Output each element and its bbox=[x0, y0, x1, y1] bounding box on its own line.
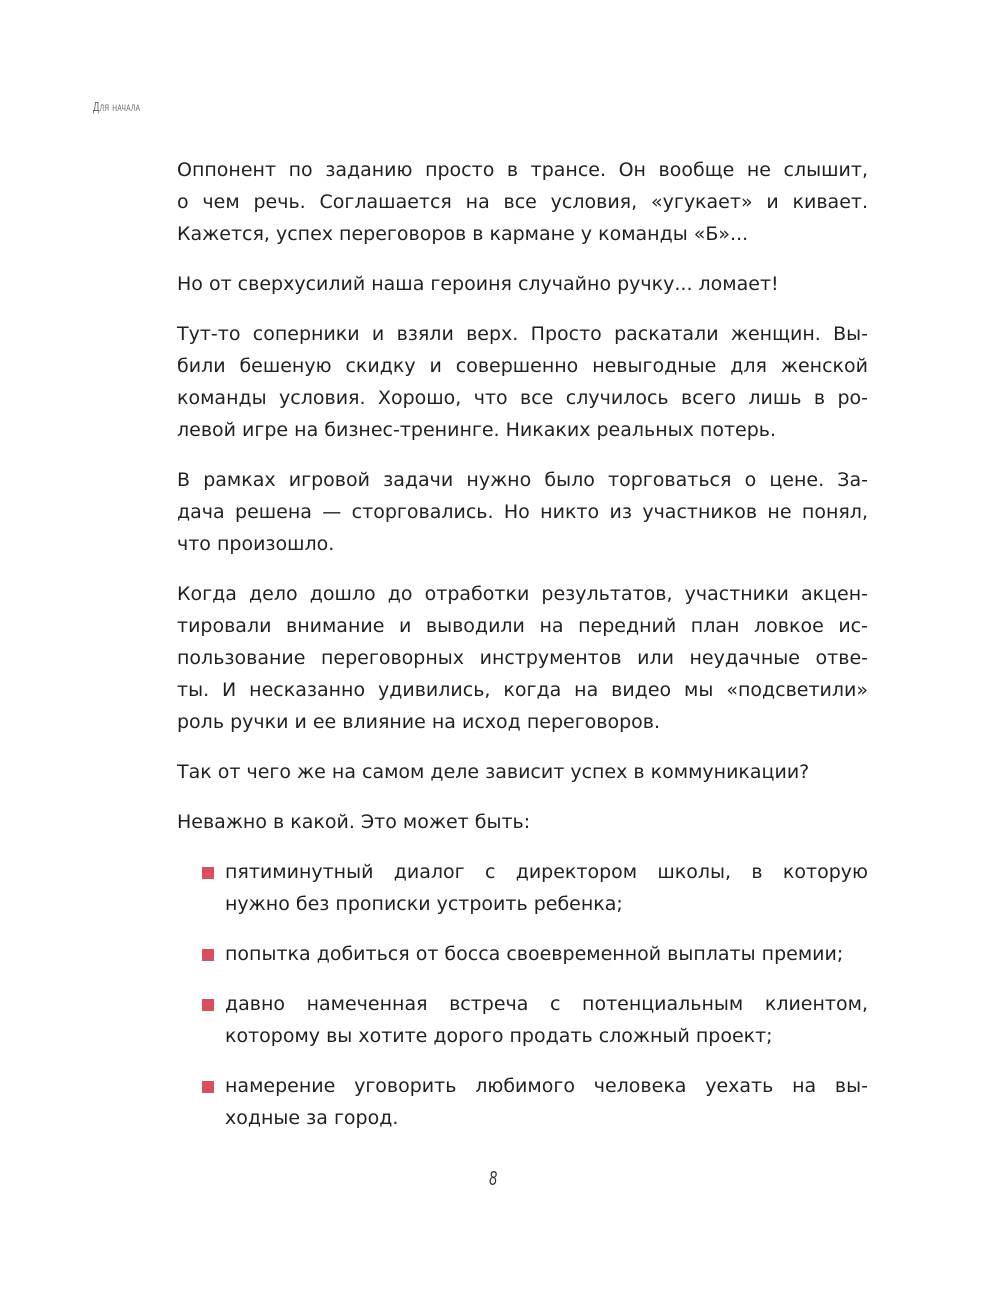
text-line: о чем речь. Соглашается на все условия, «угукает» и кивает. bbox=[177, 191, 868, 213]
paragraph bbox=[177, 318, 868, 446]
paragraph bbox=[177, 756, 868, 788]
paragraph bbox=[177, 806, 868, 838]
text-line: роль ручки и ее влияние на исход переговоров. bbox=[177, 711, 661, 733]
text-line: команды условия. Хорошо, что все случилось всего лишь в ро- bbox=[177, 387, 868, 409]
page-body bbox=[177, 154, 868, 1152]
text-line: давно намеченная встреча с потенциальным клиентом, bbox=[225, 993, 868, 1015]
text-line: попытка добиться от босса своевременной выплаты премии; bbox=[225, 943, 844, 965]
text-line: дача решена — сторговались. Но никто из участников не понял, bbox=[177, 501, 868, 523]
text-line: левой игре на бизнес-тренинге. Никаких реальных потерь. bbox=[177, 419, 777, 441]
paragraph bbox=[177, 578, 868, 738]
square-bullet-icon bbox=[202, 999, 214, 1011]
bullet-list bbox=[225, 856, 868, 1134]
text-line: намерение уговорить любимого человека уехать на вы- bbox=[225, 1075, 868, 1097]
text-line: нужно без прописки устроить ребенка; bbox=[225, 893, 623, 915]
square-bullet-icon bbox=[202, 1081, 214, 1093]
paragraph bbox=[177, 268, 868, 300]
list-item bbox=[225, 938, 868, 970]
text-line: которому вы хотите дорого продать сложный проект; bbox=[225, 1025, 773, 1047]
text-line: что произошло. bbox=[177, 533, 335, 555]
list-item bbox=[225, 856, 868, 920]
running-head: Для начала bbox=[93, 99, 141, 114]
text-line: ходные за город. bbox=[225, 1107, 399, 1129]
page-number: 8 bbox=[489, 1168, 497, 1190]
square-bullet-icon bbox=[202, 949, 214, 961]
text-line: Но от сверхусилий наша героиня случайно ручку... ломает! bbox=[177, 273, 779, 295]
list-item bbox=[225, 1070, 868, 1134]
text-line: В рамках игровой задачи нужно было торговаться о цене. За- bbox=[177, 469, 868, 491]
text-line: били бешеную скидку и совершенно невыгодные для женской bbox=[177, 355, 868, 377]
text-line: ты. И несказанно удивились, когда на видео мы «подсветили» bbox=[177, 679, 868, 701]
paragraph bbox=[177, 154, 868, 250]
list-item bbox=[225, 988, 868, 1052]
text-line: Когда дело дошло до отработки результатов, участники акцен- bbox=[177, 583, 868, 605]
text-line: пользование переговорных инструментов или неудачные отве- bbox=[177, 647, 868, 669]
paragraph bbox=[177, 464, 868, 560]
square-bullet-icon bbox=[202, 867, 214, 879]
text-line: Неважно в какой. Это может быть: bbox=[177, 811, 531, 833]
text-line: Кажется, успех переговоров в кармане у команды «Б»... bbox=[177, 223, 749, 245]
text-line: Оппонент по заданию просто в трансе. Он вообще не слышит, bbox=[177, 159, 868, 181]
text-line: Так от чего же на самом деле зависит успех в коммуникации? bbox=[177, 761, 810, 783]
text-line: Тут-то соперники и взяли верх. Просто раскатали женщин. Вы- bbox=[177, 323, 868, 345]
text-line: пятиминутный диалог с директором школы, в которую bbox=[225, 861, 868, 883]
text-line: тировали внимание и выводили на передний план ловкое ис- bbox=[177, 615, 868, 637]
